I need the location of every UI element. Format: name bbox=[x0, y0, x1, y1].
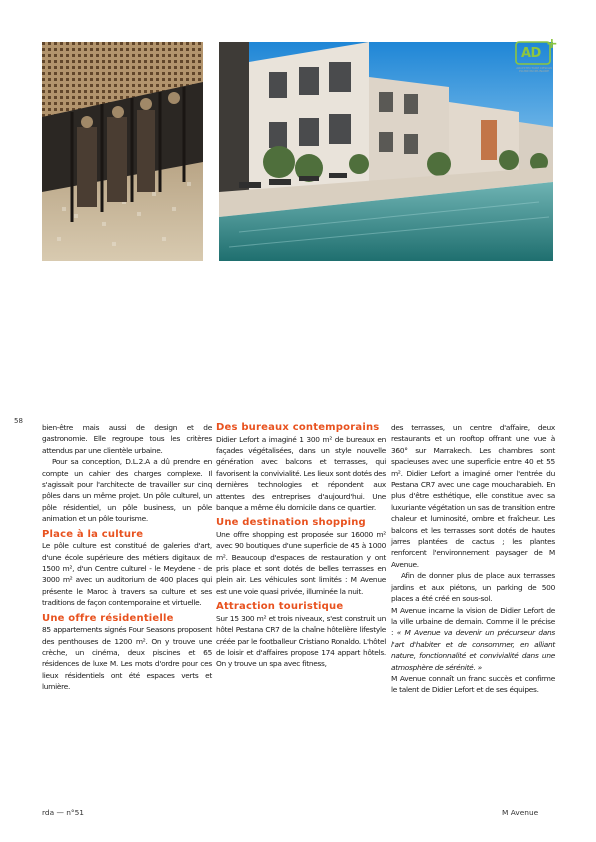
section-heading: Une offre résidentielle bbox=[42, 612, 174, 624]
section-heading: Attraction touristique bbox=[216, 601, 344, 613]
pool-residence-photo bbox=[219, 42, 553, 261]
article-column-3 bbox=[391, 422, 555, 696]
paragraph-text: M Avenue incarne la vision de Didier Lefort de la ville urbaine de demain. Comme il le précise : bbox=[391, 605, 555, 638]
paragraph: Pour sa conception, D.L.2.A a dû prendre en compte un cahier des charges complexe. Il s'agissait pour l'architecte de travailler sur cinq pôles dans un même projet. Un pôle culturel, un pôle résidentiel, un pôle business, un pôle animation et un pôle tourisme. bbox=[42, 457, 212, 524]
article-column-1 bbox=[42, 422, 212, 693]
logo-letters: AD bbox=[521, 46, 541, 61]
paragraph: 85 appartements signés Four Seasons proposent des penthouses de 1200 m². On y trouve une crèche, un cinéma, deux piscines et 65 résidences de luxe M. Les mots d'ordre pour ces lieux résidentiels ont été espaces verts et lumière. bbox=[42, 625, 212, 692]
section-heading: Place à la culture bbox=[42, 528, 144, 540]
section-heading: Une destination shopping bbox=[216, 517, 366, 529]
pull-quote: « M Avenue va devenir un précurseur dans l'art d'habiter et de consommer, en alliant nature, fonctionnalité et convivialité dans une atmosphère de sérénité. » bbox=[391, 628, 555, 672]
paragraph: Didier Lefort a imaginé 1 300 m² de bureaux en façades végétalisées, dans un style nouvelle génération avec balcons et terrasses, qui favorisent la convivialité. Les lieux sont dotés des dernières technologies et répondent aux attentes des entreprises d'aujourd'hui. Une banque a même élu domicile dans ce quartier. bbox=[216, 434, 386, 512]
article-column-2 bbox=[216, 422, 386, 670]
page-number: 58 bbox=[14, 417, 23, 425]
paragraph: Afin de donner plus de place aux terrasses jardins et aux piétons, un parking de 500 places a été créé en sous-sol. bbox=[391, 571, 555, 604]
footer-magazine-issue: rda — n°51 bbox=[42, 808, 85, 817]
paragraph bbox=[391, 605, 555, 673]
footer-section-title: M Avenue bbox=[502, 808, 539, 817]
section-heading: Des bureaux contemporains bbox=[216, 422, 380, 433]
logo-plus-icon: + bbox=[546, 36, 558, 52]
paragraph: Une offre shopping est proposée sur 16000 m² avec 90 boutiques d'une superficie de 45 à 1000 m². Beaucoup d'espaces de restauration y ont pris place et sont dotés de belles terrasses en plein air. Les véhicules sont limités : M Avenue est une voie quasi privée, illuminée la nuit. bbox=[216, 529, 386, 596]
paragraph: Le pôle culture est constitué de galeries d'art, d'une école supérieure des métiers digitaux de 1500 m², d'un Centre culturel - le Meydene - de 3000 m² avec un auditorium de 400 places qui présente le Maroc à travers sa culture et ses traditions de façon contemporaine et virtuelle. bbox=[42, 541, 212, 608]
paragraph: des terrasses, un centre d'affaire, deux restaurants et un rooftop offrant une vue à 360° sur Marrakech. Les chambres sont spacieuses avec une superficie entre 40 et 55 m². Didier Lefort a imaginé orner l'entrée du Pestana CR7 avec une cage moucharabieh. En plus d'être esthétique, elle constitue avec sa luxuriante végétation un sas de transition entre chaleur et luminosité, ombre et fraîcheur. Les balcons et les terrasses sont dotés de hautes jarres plantées de cactus ; les plantes renforcent l'environnement paysager de M Avenue. bbox=[391, 423, 555, 569]
logo-tagline: ARCHITECTURE DESIGN PLURIDISCIPLINAIRE bbox=[516, 66, 552, 74]
paragraph: M Avenue connaît un franc succès et confirme le talent de Didier Lefort et de ses équipes. bbox=[391, 673, 555, 695]
ad-logo bbox=[513, 38, 557, 84]
arcade-photo bbox=[42, 42, 203, 261]
paragraph: Sur 15 300 m² et trois niveaux, s'est construit un hôtel Pestana CR7 de la chaîne hôtelière lifestyle créée par le footballeur Cristiano Ronaldo. L'hôtel de loisir et d'affaires propose 174 appart hôtels. On y trouve un spa avec fitness, bbox=[216, 613, 386, 669]
paragraph: bien-être mais aussi de design et de gastronomie. Elle regroupe tous les critères attendus par une clientèle urbaine. bbox=[42, 423, 212, 455]
